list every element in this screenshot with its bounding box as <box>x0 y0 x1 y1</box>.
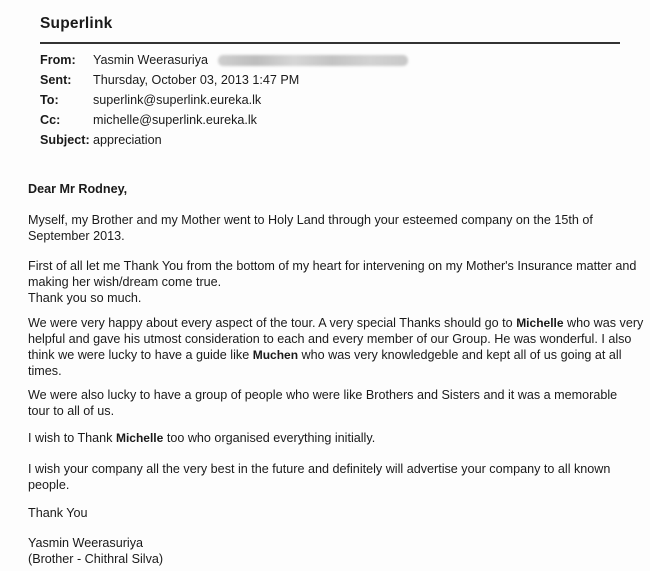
paragraph-line: We were also lucky to have a group of people who were like Brothers and Sisters and it was a memorable <box>28 388 618 402</box>
app-title: Superlink <box>40 15 113 32</box>
name-highlight: Michelle <box>516 316 564 330</box>
paragraph-line: I wish your company all the very best in the future and definitely will advertise your company to all known <box>28 462 611 476</box>
sent-row <box>40 71 299 89</box>
text-run: who was very knowledgeble and kept all of us going at all <box>298 348 622 362</box>
to-label: To: <box>40 93 59 107</box>
text-run: too who organised everything initially. <box>163 431 376 445</box>
paragraph-line <box>28 315 644 331</box>
name-highlight: Michelle <box>115 431 164 445</box>
paragraph-line: First of all let me Thank You from the bottom of my heart for intervening on my Mother's Insurance matter and <box>28 259 637 273</box>
from-row <box>40 51 408 69</box>
closing: Thank You <box>28 506 88 520</box>
cc-label: Cc: <box>40 113 61 127</box>
paragraph-line: people. <box>28 478 70 492</box>
from-value: Yasmin Weerasuriya <box>93 53 209 67</box>
paragraph-line: times. <box>28 364 62 378</box>
signature <box>28 535 628 567</box>
signature-name: Yasmin Weerasuriya <box>28 536 144 550</box>
text-run: think we were lucky to have a guide like <box>28 348 253 362</box>
paragraph-line: making her wish/dream come true. <box>28 275 222 289</box>
text-run: I wish to Thank <box>28 431 116 445</box>
redacted-email-blur <box>218 55 408 66</box>
paragraph-line: tour to all of us. <box>28 404 115 418</box>
text-run: who was very <box>563 316 644 330</box>
paragraph-line: Thank you so much. <box>28 291 142 305</box>
paragraph-4 <box>28 387 628 419</box>
to-value: superlink@superlink.eureka.lk <box>93 93 262 107</box>
signature-note: (Brother - Chithral Silva) <box>28 552 164 566</box>
text-run: We were very happy about every aspect of the tour. A very special Thanks should go to <box>28 316 517 330</box>
sent-value: Thursday, October 03, 2013 1:47 PM <box>93 73 300 87</box>
from-label: From: <box>40 53 76 67</box>
title-divider <box>40 42 620 44</box>
paragraph-3 <box>28 315 644 379</box>
subject-value: appreciation <box>93 133 162 147</box>
paragraph-6 <box>28 461 628 493</box>
sent-label: Sent: <box>40 73 72 87</box>
paragraph-1 <box>28 212 628 244</box>
cc-value: michelle@superlink.eureka.lk <box>93 113 257 127</box>
paragraph-2 <box>28 258 637 306</box>
subject-row <box>40 131 162 149</box>
paragraph-5 <box>28 430 628 446</box>
to-row <box>40 91 261 109</box>
paragraph-line <box>28 347 628 363</box>
paragraph-line: helpful and gave his utmost consideration to each and every member of our Group. He was wonderful. I also <box>28 332 632 346</box>
subject-label: Subject: <box>40 133 90 147</box>
cc-row <box>40 111 257 129</box>
name-highlight: Muchen <box>252 348 299 362</box>
paragraph-line: Myself, my Brother and my Mother went to Holy Land through your esteemed company on the 15th of <box>28 213 593 227</box>
greeting: Dear Mr Rodney, <box>28 182 128 196</box>
paragraph-line: September 2013. <box>28 229 125 243</box>
